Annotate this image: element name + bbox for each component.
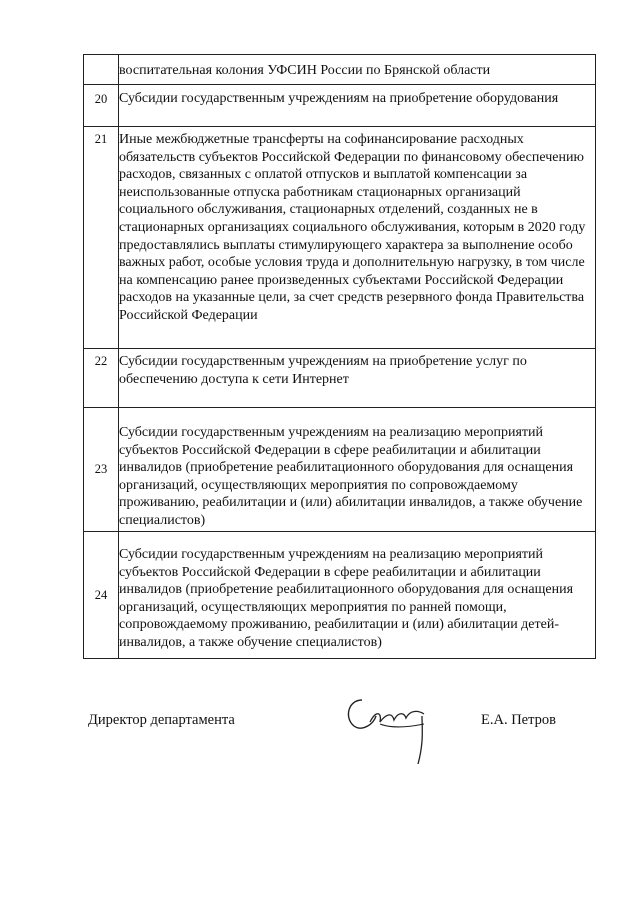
table-row (84, 532, 596, 659)
table-row (84, 349, 596, 408)
row-text: Субсидии государственным учреждениям на реализацию мероприятий субъектов Российской Федерации в сфере реабилитации и абилитации инвалидов (приобретение реабилитационного оборудования для оснащения организаций, осуществляющих мероприятия по сопровождаемому проживанию, реабилитации и (или) абилитации инвалидов, а также обучение специалистов) (119, 408, 596, 532)
table-row (84, 85, 596, 127)
signatory-position: Директор департамента (88, 712, 235, 728)
row-text: Субсидии государственным учреждениям на приобретение оборудования (119, 85, 596, 127)
row-number: 20 (84, 85, 119, 127)
row-number: 22 (84, 349, 119, 408)
row-text: воспитательная колония УФСИН России по Брянской области (119, 55, 596, 85)
table-row (84, 408, 596, 532)
table-row (84, 55, 596, 85)
signature-image (340, 688, 440, 768)
row-text: Субсидии государственным учреждениям на приобретение услуг по обеспечению доступа к сети Интернет (119, 349, 596, 408)
table-row (84, 127, 596, 349)
signatory-name: Е.А. Петров (481, 712, 556, 728)
row-number (84, 55, 119, 85)
row-number: 21 (84, 127, 119, 349)
subsidy-table (83, 54, 596, 659)
row-number: 24 (84, 532, 119, 659)
row-text: Иные межбюджетные трансферты на софинансирование расходных обязательств субъектов Российской Федерации по финансовому обеспечению расходов, связанных с оплатой отпусков и выплатой компенсации за неиспользованные отпуска работникам стационарных организаций социального обслуживания, стационарных отделений, созданных не в стационарных организациях социального обслуживания, которым в 2020 году предоставлялись выплаты стимулирующего характера за выполнение особо важных работ, особые условия труда и дополнительную нагрузку, в том числе на компенсацию ранее произведенных субъектами Российской Федерации расходов на указанные цели, за счет средств резервного фонда Правительства Российской Федерации (119, 127, 596, 349)
row-number: 23 (84, 408, 119, 532)
row-text: Субсидии государственным учреждениям на реализацию мероприятий субъектов Российской Федерации в сфере реабилитации и абилитации инвалидов (приобретение реабилитационного оборудования для оснащения организаций, осуществляющих мероприятия по ранней помощи, сопровождаемому проживанию, реабилитации и (или) абилитации детей-инвалидов, а также обучение специалистов) (119, 532, 596, 659)
